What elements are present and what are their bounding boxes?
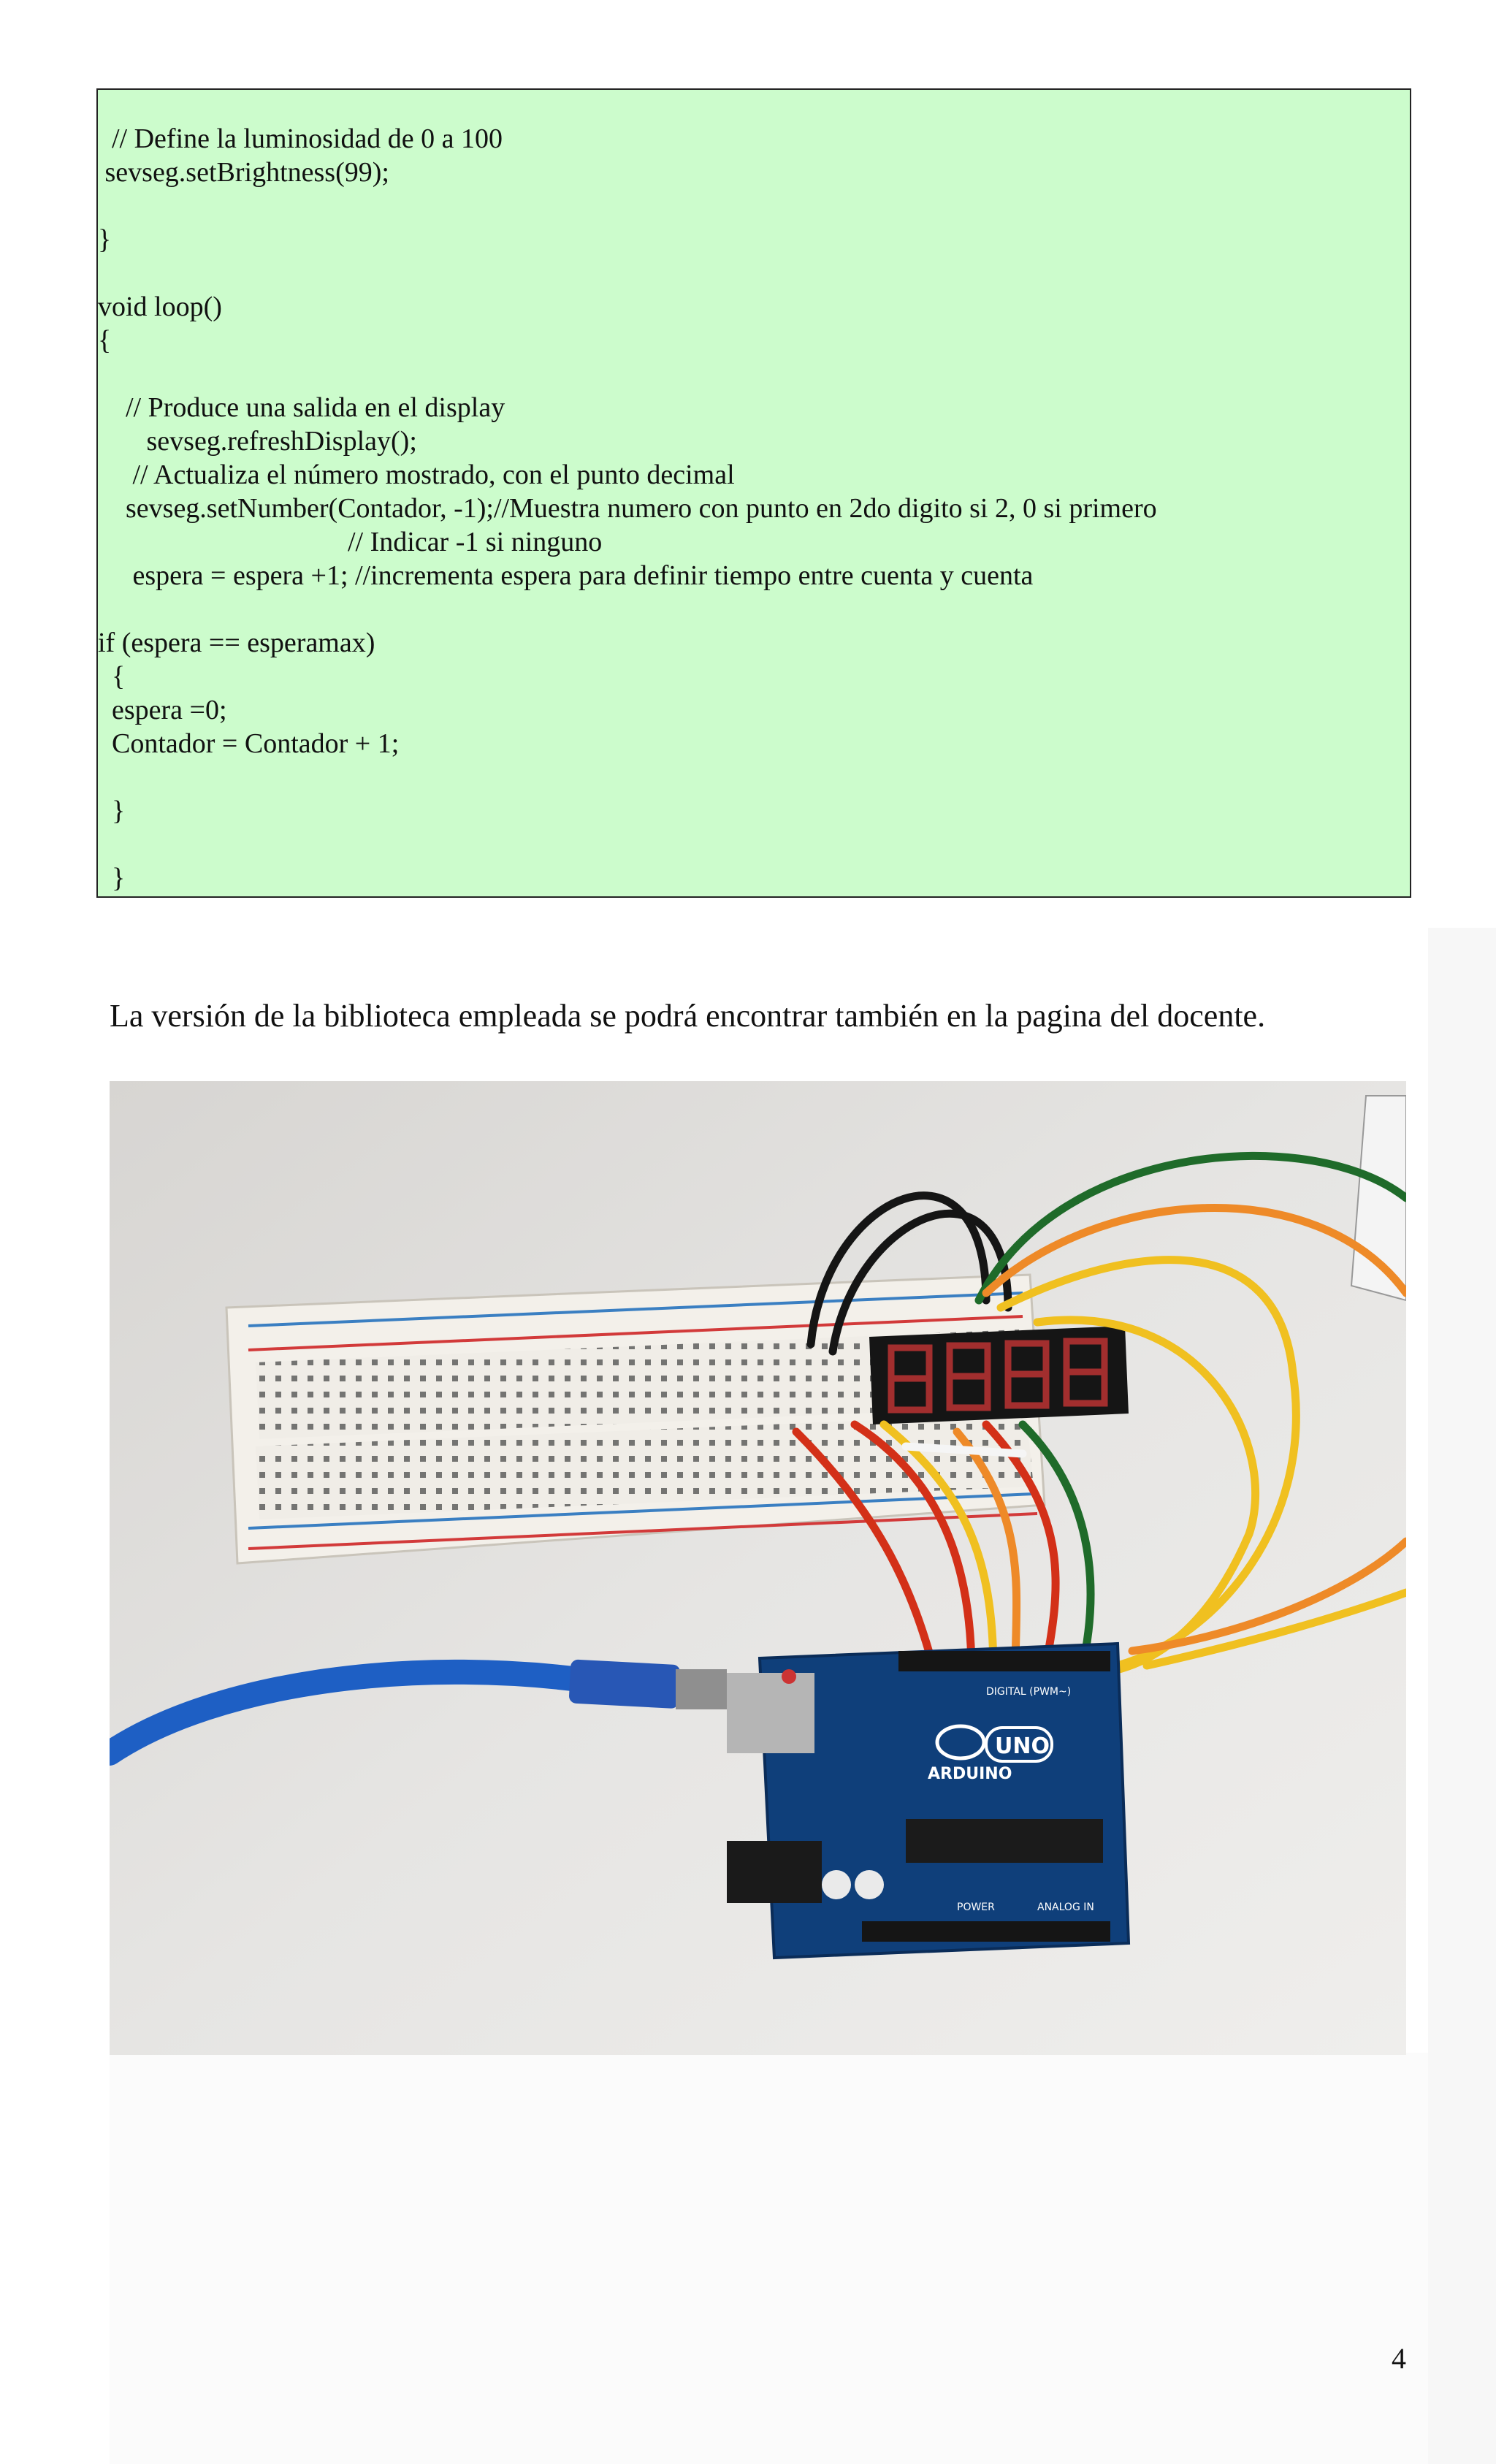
code-line: Contador = Contador + 1;	[98, 728, 400, 759]
code-line: // Actualiza el número mostrado, con el punto decimal	[98, 459, 735, 490]
analog-header-label: ANALOG IN	[1037, 1902, 1094, 1913]
code-line: }	[98, 863, 126, 893]
code-line: espera =0;	[98, 695, 227, 725]
board-model-label: UNO	[995, 1733, 1050, 1759]
page-number: 4	[1392, 2342, 1406, 2375]
code-line: // Indicar -1 si ninguno	[98, 527, 603, 557]
code-line: if (espera == esperamax)	[98, 628, 375, 658]
code-line: {	[98, 661, 126, 692]
code-line: // Define la luminosidad de 0 a 100	[98, 123, 503, 154]
board-brand-label: ARDUINO	[928, 1765, 1012, 1783]
code-line: espera = espera +1; //incrementa espera para definir tiempo entre cuenta y cuenta	[98, 560, 1034, 591]
arduino-board	[727, 1644, 1129, 1958]
power-header-label: POWER	[957, 1902, 995, 1913]
code-block	[96, 88, 1411, 898]
code-line: void loop()	[98, 291, 222, 322]
code-line: sevseg.setNumber(Contador, -1);//Muestra numero con punto en 2do digito si 2, 0 si primero	[98, 493, 1157, 524]
page-right-background	[1428, 928, 1496, 2464]
seven-segment-display	[869, 1326, 1129, 1424]
paragraph: La versión de la biblioteca empleada se podrá encontrar también en la pagina del docente.	[110, 998, 1266, 1034]
code-line: }	[98, 796, 126, 826]
code-line: {	[98, 325, 112, 356]
digital-header-label: DIGITAL (PWM~)	[986, 1686, 1072, 1698]
code-line: sevseg.refreshDisplay();	[98, 426, 417, 457]
code-line: // Produce una salida en el display	[98, 392, 505, 423]
page-bottom-background	[110, 2053, 1496, 2464]
code-line: }	[98, 224, 112, 255]
code-line: sevseg.setBrightness(99);	[98, 157, 389, 188]
arduino-photo	[110, 1081, 1406, 2055]
